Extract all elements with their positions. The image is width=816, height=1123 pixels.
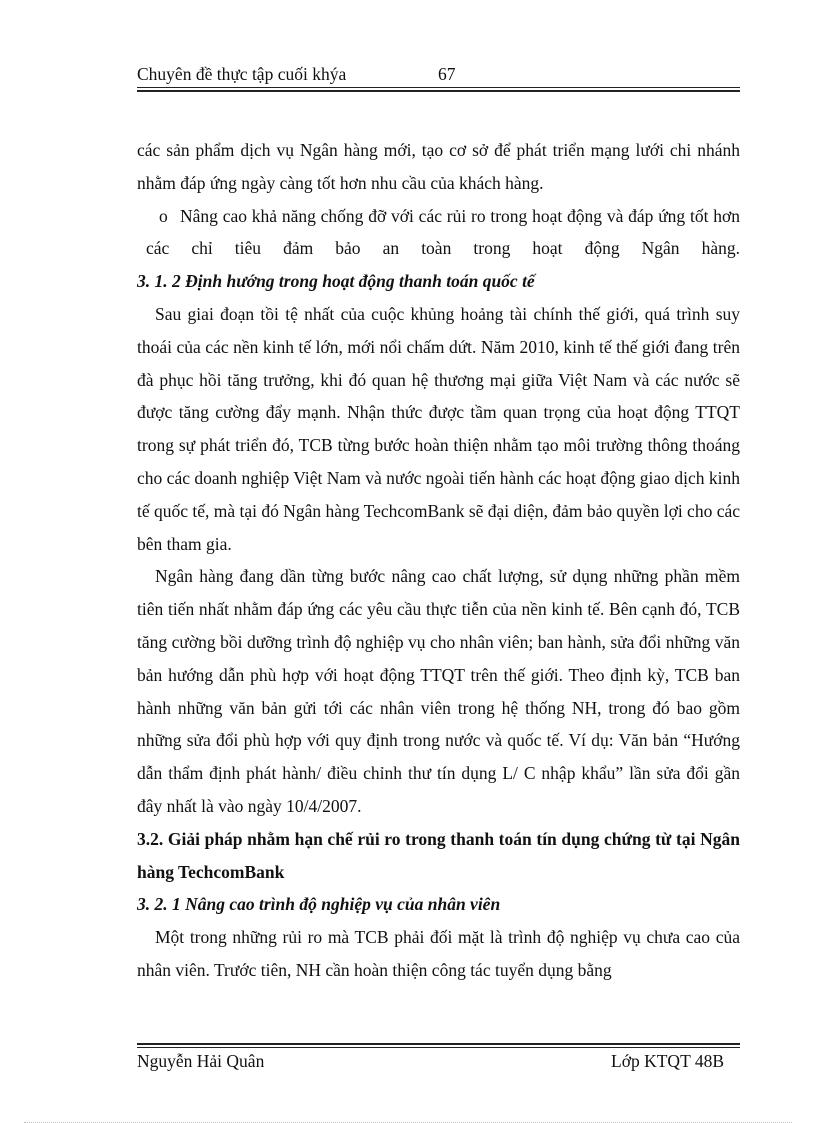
- footer-class: Lớp KTQT 48B: [611, 1051, 724, 1071]
- circle-bullet-icon: o: [159, 205, 168, 226]
- page-number: 67: [438, 64, 456, 84]
- page-body: [137, 134, 740, 987]
- footer-author: Nguyễn Hải Quân: [137, 1051, 265, 1071]
- paragraph: Sau giai đoạn tồi tệ nhất của cuộc khủng hoảng tài chính thế giới, quá trình suy thoái của các nền kinh tế lớn, mới nổi chấm dứt. Năm 2010, kinh tế thế giới đang trên đà phục hồi tăng trưởng, khi đó quan hệ thương mại giữa Việt Nam và các nước sẽ được tăng cường đẩy mạnh. Nhận thức được tầm quan trọng của hoạt động TTQT trong sự phát triển đó, TCB từng bước hoàn thiện nhằm tạo môi trường thông thoáng cho các doanh nghiệp Việt Nam và nước ngoài tiến hành các hoạt động giao dịch kinh tế quốc tế, mà tại đó Ngân hàng TechcomBank sẽ đại diện, đảm bảo quyền lợi cho các bên tham gia.: [137, 303, 740, 554]
- bullet-text: Nâng cao khả năng chống đỡ với các rủi ro trong hoạt động và đáp ứng tốt hơn các chỉ tiêu đảm bảo an toàn trong hoạt động Ngân hàng.: [146, 205, 740, 259]
- footer-divider-thick: [137, 1043, 740, 1045]
- header-divider-thick: [137, 90, 740, 92]
- bullet-item: [137, 200, 740, 266]
- section-heading-3-1-2: 3. 1. 2 Định hướng trong hoạt động thanh toán quốc tế: [137, 271, 535, 292]
- paragraph: các sản phẩm dịch vụ Ngân hàng mới, tạo cơ sở để phát triển mạng lưới chi nhánh nhằm đáp ứng ngày càng tốt hơn nhu cầu của khách hàng.: [137, 140, 740, 193]
- paragraph: Ngân hàng đang dần từng bước nâng cao chất lượng, sử dụng những phần mềm tiên tiến nhất nhằm đáp ứng các yêu cầu thực tiễn của nền kinh tế. Bên cạnh đó, TCB tăng cường bồi dưỡng trình độ nghiệp vụ cho nhân viên; ban hành, sửa đổi những văn bản hướng dẫn phù hợp với hoạt động TTQT trên thế giới. Theo định kỳ, TCB ban hành những văn bản gửi tới các nhân viên trong hệ thống NH, trong đó bao gồm những sửa đổi phù hợp với quy định trong nước và quốc tế. Ví dụ: Văn bản “Hướng dẫn thẩm định phát hành/ điều chỉnh thư tín dụng L/ C nhập khẩu” lần sửa đổi gần đây nhất là vào ngày 10/4/2007.: [137, 566, 740, 816]
- section-heading-3-2: 3.2. Giải pháp nhằm hạn chế rủi ro trong thanh toán tín dụng chứng từ tại Ngân hàng TechcomBank: [137, 828, 740, 882]
- header-title: Chuyên đề thực tập cuối khýa: [137, 64, 347, 84]
- paragraph: Một trong những rủi ro mà TCB phải đối mặt là trình độ nghiệp vụ chưa cao của nhân viên. Trước tiên, NH cần hoàn thiện công tác tuyển dụng bằng: [137, 927, 740, 980]
- section-heading-3-2-1: 3. 2. 1 Nâng cao trình độ nghiệp vụ của nhân viên: [137, 894, 501, 915]
- header-divider: [137, 87, 740, 88]
